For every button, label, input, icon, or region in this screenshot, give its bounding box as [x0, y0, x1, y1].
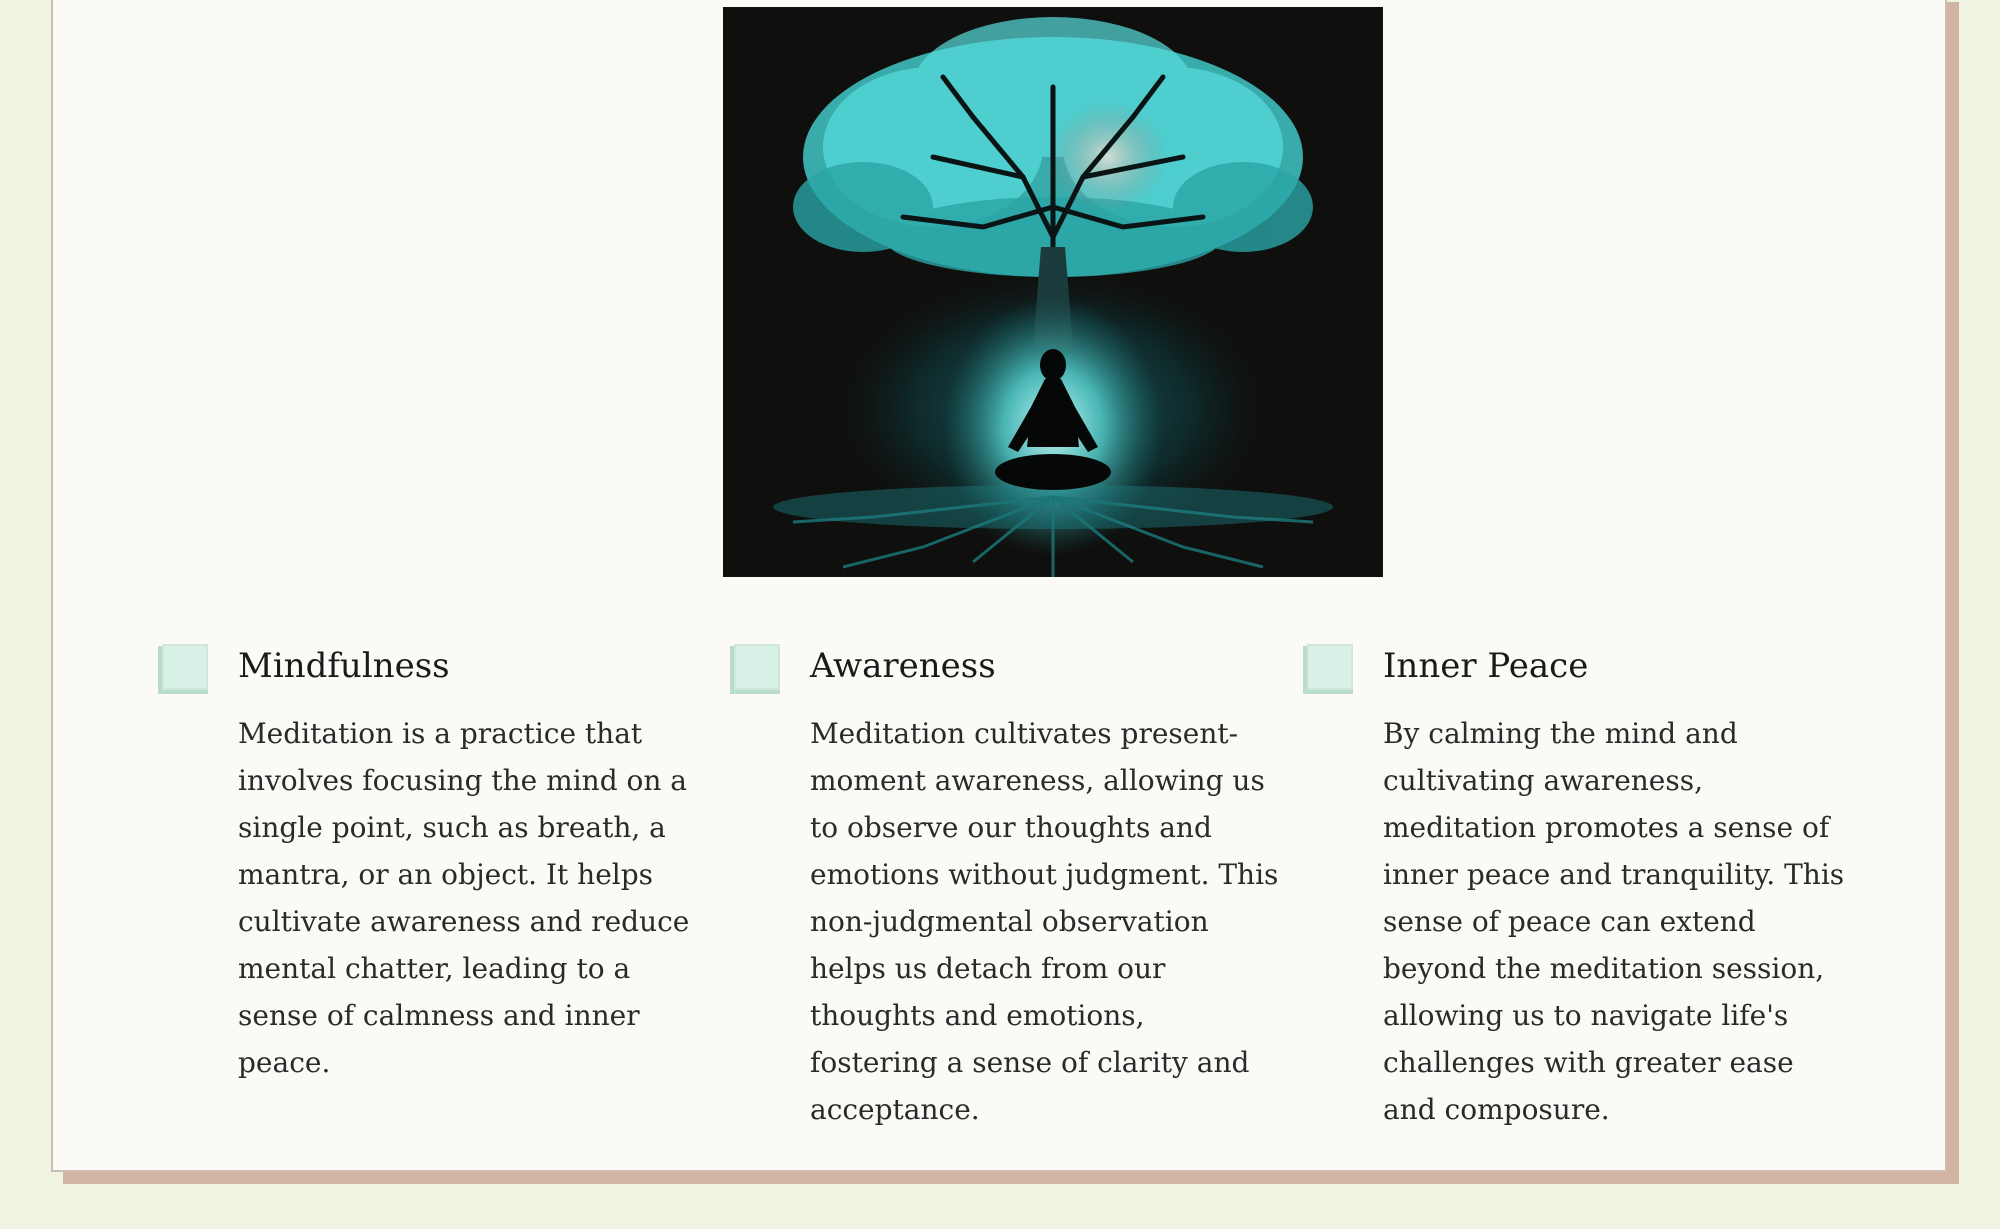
- feature-title: Awareness: [810, 646, 996, 686]
- hero-image: [723, 7, 1383, 577]
- square-icon: [730, 644, 780, 694]
- square-icon: [158, 644, 208, 694]
- feature-title: Mindfulness: [238, 646, 450, 686]
- meditation-tree-illustration: [723, 7, 1383, 577]
- feature-title: Inner Peace: [1383, 646, 1589, 686]
- square-icon: [1303, 644, 1353, 694]
- feature-description: Meditation is a practice that involves focusing the mind on a single point, such as breath, a mantra, or an object. It helps cultivate awareness and reduce mental chatter, leading to a sense of calmness and inner peace.: [238, 717, 690, 1079]
- content-card: [51, 0, 1947, 1172]
- feature-description: Meditation cultivates present-moment awareness, allowing us to observe our thoughts and emotions without judgment. This non-judgmental observation helps us detach from our thoughts and emotions, fostering a sense of clarity and acceptance.: [810, 717, 1279, 1126]
- feature-description: By calming the mind and cultivating awareness, meditation promotes a sense of inner peace and tranquility. This sense of peace can extend beyond the meditation session, allowing us to navigate life's challenges with greater ease and composure.: [1383, 717, 1845, 1126]
